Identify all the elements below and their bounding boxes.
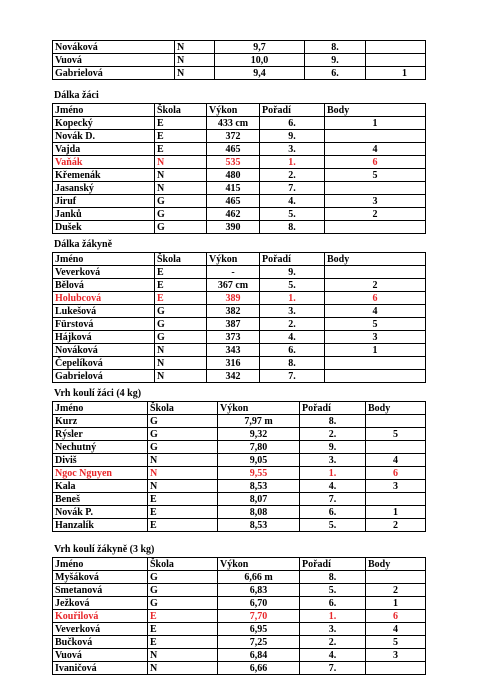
points-cell: 1: [366, 67, 426, 80]
school-cell: E: [148, 636, 218, 649]
rank-cell: 9.: [260, 130, 325, 143]
table-long-jump-boys: [52, 103, 426, 234]
name-cell: Kurz: [53, 415, 148, 428]
rank-cell: 8.: [260, 221, 325, 234]
result-cell: 6,84: [218, 649, 300, 662]
school-cell: N: [148, 480, 218, 493]
table-row: [53, 208, 426, 221]
name-cell: Kopecký: [53, 117, 155, 130]
points-cell: 6: [366, 467, 426, 480]
table-row: [53, 610, 426, 623]
rank-cell: 8.: [300, 571, 366, 584]
school-cell: N: [148, 454, 218, 467]
result-cell: 6,83: [218, 584, 300, 597]
result-cell: 373: [207, 331, 260, 344]
result-cell: 433 cm: [207, 117, 260, 130]
school-cell: N: [148, 662, 218, 675]
points-cell: 3: [366, 649, 426, 662]
table-row: [53, 318, 426, 331]
table-row: [53, 344, 426, 357]
table-row: [53, 370, 426, 383]
points-cell: 4: [325, 305, 426, 318]
school-cell: Škola: [155, 104, 207, 117]
result-cell: 7,97 m: [218, 415, 300, 428]
table-header-row: [53, 402, 426, 415]
points-cell: [366, 415, 426, 428]
result-cell: 7,80: [218, 441, 300, 454]
result-cell: 535: [207, 156, 260, 169]
rank-cell: 5.: [300, 584, 366, 597]
table-row: [53, 279, 426, 292]
result-cell: 8,53: [218, 480, 300, 493]
name-cell: Novák D.: [53, 130, 155, 143]
name-cell: Jméno: [53, 253, 155, 266]
school-cell: N: [175, 67, 215, 80]
name-cell: Veverková: [53, 266, 155, 279]
rank-cell: 7.: [300, 493, 366, 506]
name-cell: Ježková: [53, 597, 148, 610]
name-cell: Kala: [53, 480, 148, 493]
rank-cell: 5.: [260, 208, 325, 221]
result-cell: 367 cm: [207, 279, 260, 292]
rank-cell: 4.: [260, 195, 325, 208]
result-cell: 9,55: [218, 467, 300, 480]
result-cell: 8,08: [218, 506, 300, 519]
rank-cell: 6.: [260, 344, 325, 357]
rank-cell: 8.: [260, 357, 325, 370]
table-row: [53, 441, 426, 454]
rank-cell: 9.: [300, 441, 366, 454]
result-cell: 6,66: [218, 662, 300, 675]
result-cell: 387: [207, 318, 260, 331]
result-cell: 415: [207, 182, 260, 195]
name-cell: Veverková: [53, 623, 148, 636]
name-cell: Nováková: [53, 41, 175, 54]
school-cell: G: [148, 441, 218, 454]
name-cell: Vuová: [53, 54, 175, 67]
table-row: [53, 305, 426, 318]
rank-cell: 6.: [300, 597, 366, 610]
points-cell: Body: [366, 402, 426, 415]
points-cell: 3: [325, 331, 426, 344]
school-cell: E: [148, 610, 218, 623]
points-cell: [366, 662, 426, 675]
points-cell: [325, 357, 426, 370]
rank-cell: 3.: [260, 143, 325, 156]
table-row: [53, 266, 426, 279]
table-row: [53, 156, 426, 169]
points-cell: [325, 221, 426, 234]
name-cell: Myšáková: [53, 571, 148, 584]
school-cell: E: [155, 292, 207, 305]
table-row: [53, 130, 426, 143]
school-cell: G: [148, 415, 218, 428]
name-cell: Nechutný: [53, 441, 148, 454]
name-cell: Křemenák: [53, 169, 155, 182]
school-cell: E: [148, 493, 218, 506]
name-cell: Dušek: [53, 221, 155, 234]
school-cell: G: [148, 597, 218, 610]
table-header-row: [53, 104, 426, 117]
table-row: [53, 493, 426, 506]
result-cell: 10,0: [215, 54, 305, 67]
school-cell: E: [155, 117, 207, 130]
rank-cell: Pořadí: [260, 253, 325, 266]
table-shot-put-girls: [52, 557, 426, 675]
points-cell: 2: [325, 208, 426, 221]
result-cell: 7,25: [218, 636, 300, 649]
table-row: [53, 221, 426, 234]
points-cell: 2: [366, 519, 426, 532]
rank-cell: 7.: [300, 662, 366, 675]
result-cell: 382: [207, 305, 260, 318]
name-cell: Hájková: [53, 331, 155, 344]
school-cell: Škola: [155, 253, 207, 266]
table-row: [53, 649, 426, 662]
school-cell: Škola: [148, 558, 218, 571]
result-cell: 6,95: [218, 623, 300, 636]
result-cell: 389: [207, 292, 260, 305]
points-cell: 3: [325, 195, 426, 208]
result-cell: 343: [207, 344, 260, 357]
rank-cell: 7.: [260, 370, 325, 383]
name-cell: Novák P.: [53, 506, 148, 519]
school-cell: N: [155, 182, 207, 195]
result-cell: 372: [207, 130, 260, 143]
points-cell: [325, 130, 426, 143]
table-long-jump-girls: [52, 252, 426, 383]
school-cell: G: [155, 305, 207, 318]
rank-cell: 5.: [260, 279, 325, 292]
rank-cell: Pořadí: [300, 402, 366, 415]
name-cell: Jméno: [53, 104, 155, 117]
section-title-long-jump-girls: Dálka žákyně: [54, 239, 113, 250]
school-cell: N: [148, 467, 218, 480]
rank-cell: 1.: [300, 610, 366, 623]
school-cell: N: [155, 169, 207, 182]
points-cell: 2: [366, 584, 426, 597]
result-cell: Výkon: [207, 104, 260, 117]
school-cell: E: [155, 130, 207, 143]
points-cell: [366, 54, 426, 67]
table-row: [53, 623, 426, 636]
points-cell: 1: [366, 506, 426, 519]
name-cell: Diviš: [53, 454, 148, 467]
school-cell: N: [148, 649, 218, 662]
points-cell: 4: [366, 454, 426, 467]
name-cell: Ngoc Nguyen: [53, 467, 148, 480]
rank-cell: 4.: [300, 649, 366, 662]
result-cell: 465: [207, 195, 260, 208]
points-cell: 5: [325, 318, 426, 331]
table-row: [53, 597, 426, 610]
rank-cell: 1.: [300, 467, 366, 480]
points-cell: 3: [366, 480, 426, 493]
section-title-long-jump-boys: Dálka žáci: [54, 90, 99, 101]
points-cell: 5: [325, 169, 426, 182]
results-table-continued: [52, 40, 426, 80]
name-cell: Hanzalík: [53, 519, 148, 532]
points-cell: [325, 266, 426, 279]
points-cell: Body: [366, 558, 426, 571]
school-cell: G: [155, 221, 207, 234]
table-row: [53, 67, 426, 80]
points-cell: Body: [325, 253, 426, 266]
name-cell: Ivaničová: [53, 662, 148, 675]
rank-cell: Pořadí: [300, 558, 366, 571]
points-cell: [366, 493, 426, 506]
name-cell: Gabrielová: [53, 67, 175, 80]
table-row: [53, 467, 426, 480]
school-cell: E: [148, 506, 218, 519]
school-cell: G: [155, 195, 207, 208]
result-cell: Výkon: [207, 253, 260, 266]
school-cell: G: [148, 584, 218, 597]
rank-cell: 9.: [305, 54, 366, 67]
table-row: [53, 41, 426, 54]
table-row: [53, 636, 426, 649]
rank-cell: 5.: [300, 519, 366, 532]
school-cell: G: [155, 331, 207, 344]
points-cell: 5: [366, 636, 426, 649]
school-cell: N: [155, 370, 207, 383]
school-cell: N: [175, 41, 215, 54]
result-cell: 7,70: [218, 610, 300, 623]
rank-cell: 8.: [300, 415, 366, 428]
school-cell: E: [148, 623, 218, 636]
name-cell: Gabrielová: [53, 370, 155, 383]
name-cell: Bučková: [53, 636, 148, 649]
rank-cell: 7.: [260, 182, 325, 195]
table-shot-put-boys: [52, 401, 426, 532]
table-row: [53, 357, 426, 370]
name-cell: Čepelíková: [53, 357, 155, 370]
result-cell: Výkon: [218, 402, 300, 415]
rank-cell: 6.: [300, 506, 366, 519]
school-cell: N: [155, 357, 207, 370]
name-cell: Jméno: [53, 402, 148, 415]
points-cell: 4: [325, 143, 426, 156]
points-cell: [325, 370, 426, 383]
result-cell: -: [207, 266, 260, 279]
result-cell: 9,4: [215, 67, 305, 80]
result-cell: 462: [207, 208, 260, 221]
result-cell: 6,66 m: [218, 571, 300, 584]
result-cell: 6,70: [218, 597, 300, 610]
rank-cell: 6.: [260, 117, 325, 130]
result-cell: 9,7: [215, 41, 305, 54]
rank-cell: 3.: [300, 623, 366, 636]
result-cell: 316: [207, 357, 260, 370]
rank-cell: 3.: [260, 305, 325, 318]
school-cell: G: [148, 571, 218, 584]
name-cell: Bělová: [53, 279, 155, 292]
table-row: [53, 54, 426, 67]
school-cell: E: [155, 279, 207, 292]
table-row: [53, 662, 426, 675]
points-cell: 6: [366, 610, 426, 623]
result-cell: 390: [207, 221, 260, 234]
points-cell: 1: [325, 117, 426, 130]
school-cell: N: [155, 156, 207, 169]
result-cell: 465: [207, 143, 260, 156]
table-row: [53, 428, 426, 441]
result-cell: 8,07: [218, 493, 300, 506]
points-cell: Body: [325, 104, 426, 117]
table-header-row: [53, 253, 426, 266]
rank-cell: 4.: [260, 331, 325, 344]
table-row: [53, 454, 426, 467]
table-row: [53, 571, 426, 584]
rank-cell: 2.: [260, 169, 325, 182]
result-cell: 9,32: [218, 428, 300, 441]
table-row: [53, 143, 426, 156]
school-cell: N: [155, 344, 207, 357]
section-title-shot-put-boys: Vrh koulí žáci (4 kg): [54, 388, 142, 399]
name-cell: Jasanský: [53, 182, 155, 195]
points-cell: 2: [325, 279, 426, 292]
points-cell: [366, 41, 426, 54]
name-cell: Vajda: [53, 143, 155, 156]
rank-cell: 1.: [260, 292, 325, 305]
table-row: [53, 415, 426, 428]
name-cell: Fürstová: [53, 318, 155, 331]
points-cell: 5: [366, 428, 426, 441]
school-cell: G: [155, 208, 207, 221]
points-cell: 1: [325, 344, 426, 357]
name-cell: Smetanová: [53, 584, 148, 597]
table-row: [53, 292, 426, 305]
table-row: [53, 331, 426, 344]
result-cell: Výkon: [218, 558, 300, 571]
school-cell: E: [155, 266, 207, 279]
table-header-row: [53, 558, 426, 571]
points-cell: 4: [366, 623, 426, 636]
name-cell: Nováková: [53, 344, 155, 357]
section-title-shot-put-girls: Vrh koulí žákyně (3 kg): [54, 544, 155, 555]
school-cell: E: [148, 519, 218, 532]
name-cell: Jméno: [53, 558, 148, 571]
points-cell: [366, 571, 426, 584]
table-row: [53, 584, 426, 597]
table-row: [53, 506, 426, 519]
points-cell: 6: [325, 156, 426, 169]
table-row: [53, 480, 426, 493]
name-cell: Lukešová: [53, 305, 155, 318]
school-cell: Škola: [148, 402, 218, 415]
rank-cell: 2.: [300, 636, 366, 649]
points-cell: [366, 441, 426, 454]
table-row: [53, 117, 426, 130]
name-cell: Kouřilová: [53, 610, 148, 623]
rank-cell: 9.: [260, 266, 325, 279]
points-cell: 6: [325, 292, 426, 305]
result-cell: 480: [207, 169, 260, 182]
rank-cell: 8.: [305, 41, 366, 54]
rank-cell: 2.: [260, 318, 325, 331]
points-cell: [325, 182, 426, 195]
rank-cell: 6.: [305, 67, 366, 80]
rank-cell: 1.: [260, 156, 325, 169]
name-cell: Janků: [53, 208, 155, 221]
table-row: [53, 169, 426, 182]
name-cell: Rýsler: [53, 428, 148, 441]
rank-cell: 3.: [300, 454, 366, 467]
name-cell: Vaňák: [53, 156, 155, 169]
rank-cell: 4.: [300, 480, 366, 493]
result-cell: 342: [207, 370, 260, 383]
table-row: [53, 182, 426, 195]
rank-cell: Pořadí: [260, 104, 325, 117]
school-cell: G: [155, 318, 207, 331]
school-cell: N: [175, 54, 215, 67]
school-cell: E: [155, 143, 207, 156]
school-cell: G: [148, 428, 218, 441]
result-cell: 8,53: [218, 519, 300, 532]
name-cell: Holubcová: [53, 292, 155, 305]
name-cell: Beneš: [53, 493, 148, 506]
table-row: [53, 519, 426, 532]
rank-cell: 2.: [300, 428, 366, 441]
points-cell: 1: [366, 597, 426, 610]
name-cell: Vuová: [53, 649, 148, 662]
result-cell: 9,05: [218, 454, 300, 467]
table-row: [53, 195, 426, 208]
name-cell: Jiruf: [53, 195, 155, 208]
